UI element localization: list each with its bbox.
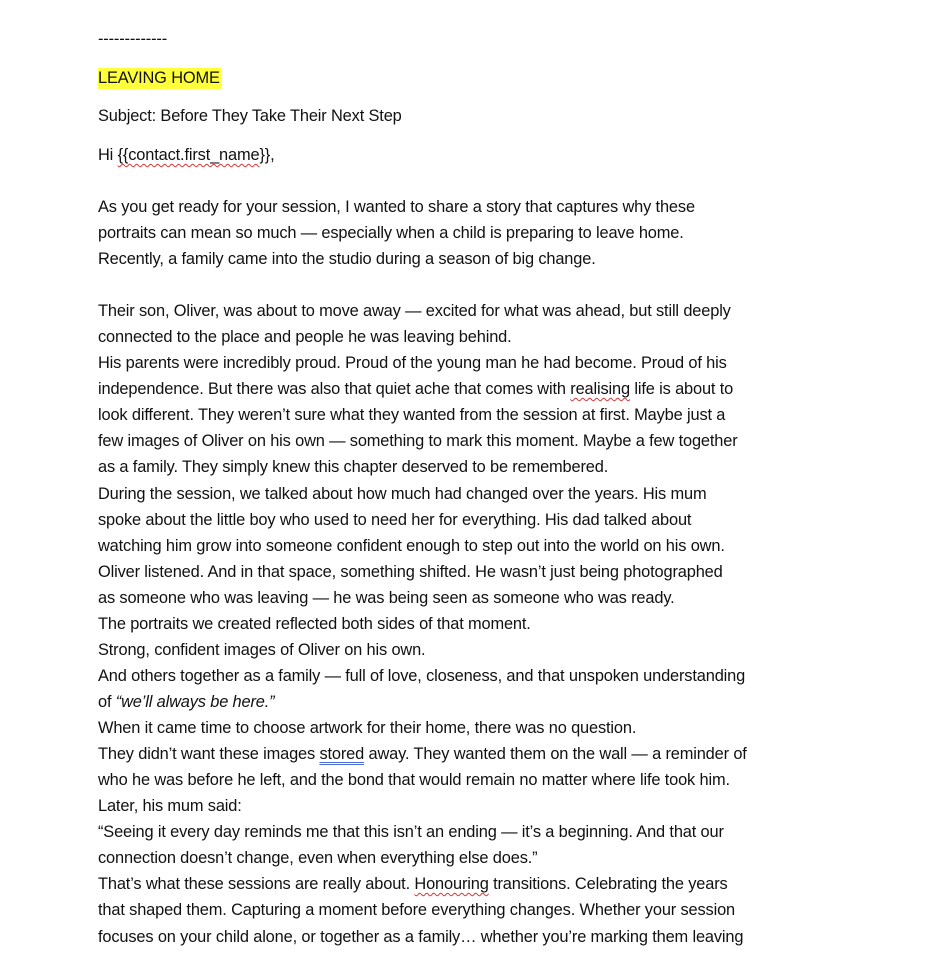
text-line: His parents were incredibly proud. Proud of the young man he had become. Proud of his bbox=[98, 354, 727, 372]
text-line: look different. They weren’t sure what they wanted from the session at first. Maybe just a bbox=[98, 406, 726, 424]
text-line: connected to the place and people he was leaving behind. bbox=[98, 328, 512, 346]
text-line: Recently, a family came into the studio during a season of big change. bbox=[98, 250, 596, 268]
greeting-text: }}, bbox=[259, 146, 275, 164]
text-line bbox=[98, 874, 728, 894]
text-line: portraits can mean so much — especially when a child is preparing to leave home. bbox=[98, 224, 684, 242]
grammar-flagged-word[interactable]: stored bbox=[319, 745, 365, 763]
text-line: Oliver listened. And in that space, something shifted. He wasn’t just being photographed bbox=[98, 563, 723, 581]
text-segment: life is about to bbox=[629, 380, 734, 398]
text-line: Their son, Oliver, was about to move away — excited for what was ahead, but still deeply bbox=[98, 302, 731, 320]
text-line bbox=[98, 692, 274, 712]
text-line: focuses on your child alone, or together as a family… whether you’re marking them leaving bbox=[98, 928, 744, 946]
text-line bbox=[98, 744, 747, 764]
text-line: The portraits we created reflected both sides of that moment. bbox=[98, 615, 531, 633]
text-line: During the session, we talked about how much had changed over the years. His mum bbox=[98, 485, 707, 503]
greeting-text: Hi bbox=[98, 146, 118, 164]
text-line bbox=[98, 379, 733, 399]
highlighted-heading: LEAVING HOME bbox=[98, 69, 220, 87]
text-line: spoke about the little boy who used to need her for everything. His dad talked about bbox=[98, 511, 692, 529]
text-segment: transitions. Celebrating the years bbox=[488, 875, 728, 893]
spelling-flagged-word[interactable]: realising bbox=[570, 380, 630, 398]
text-line: as a family. They simply knew this chapter deserved to be remembered. bbox=[98, 458, 609, 476]
text-line: “Seeing it every day reminds me that this isn’t an ending — it’s a beginning. And that our bbox=[98, 823, 724, 841]
text-line: connection doesn’t change, even when everything else does.” bbox=[98, 849, 538, 867]
greeting bbox=[98, 145, 275, 165]
spelling-flagged-word[interactable]: Honouring bbox=[414, 875, 489, 893]
text-line: As you get ready for your session, I wanted to share a story that captures why these bbox=[98, 198, 695, 216]
text-line: And others together as a family — full of love, closeness, and that unspoken understanding bbox=[98, 667, 746, 685]
text-line: Later, his mum said: bbox=[98, 797, 242, 815]
text-segment: independence. But there was also that quiet ache that comes with bbox=[98, 380, 571, 398]
subject-line: Subject: Before They Take Their Next Step bbox=[98, 107, 402, 125]
separator: ------------- bbox=[98, 30, 168, 48]
heading bbox=[98, 68, 221, 88]
text-line: that shaped them. Capturing a moment before everything changes. Whether your session bbox=[98, 901, 736, 919]
text-line: When it came time to choose artwork for their home, there was no question. bbox=[98, 719, 637, 737]
merge-field[interactable]: {{contact.first_name bbox=[117, 146, 260, 164]
text-line: who he was before he left, and the bond that would remain no matter where life took him. bbox=[98, 771, 730, 789]
text-line: few images of Oliver on his own — something to mark this moment. Maybe a few together bbox=[98, 432, 738, 450]
text-segment: of bbox=[98, 693, 116, 711]
text-line: watching him grow into someone confident enough to step out into the world on his own. bbox=[98, 537, 725, 555]
text-line: as someone who was leaving — he was being seen as someone who was ready. bbox=[98, 589, 675, 607]
text-line: Strong, confident images of Oliver on his own. bbox=[98, 641, 426, 659]
text-segment: They didn’t want these images bbox=[98, 745, 320, 763]
text-segment: That’s what these sessions are really about. bbox=[98, 875, 415, 893]
text-segment: away. They wanted them on the wall — a reminder of bbox=[364, 745, 747, 763]
italic-quote: “we’ll always be here.” bbox=[115, 693, 275, 711]
